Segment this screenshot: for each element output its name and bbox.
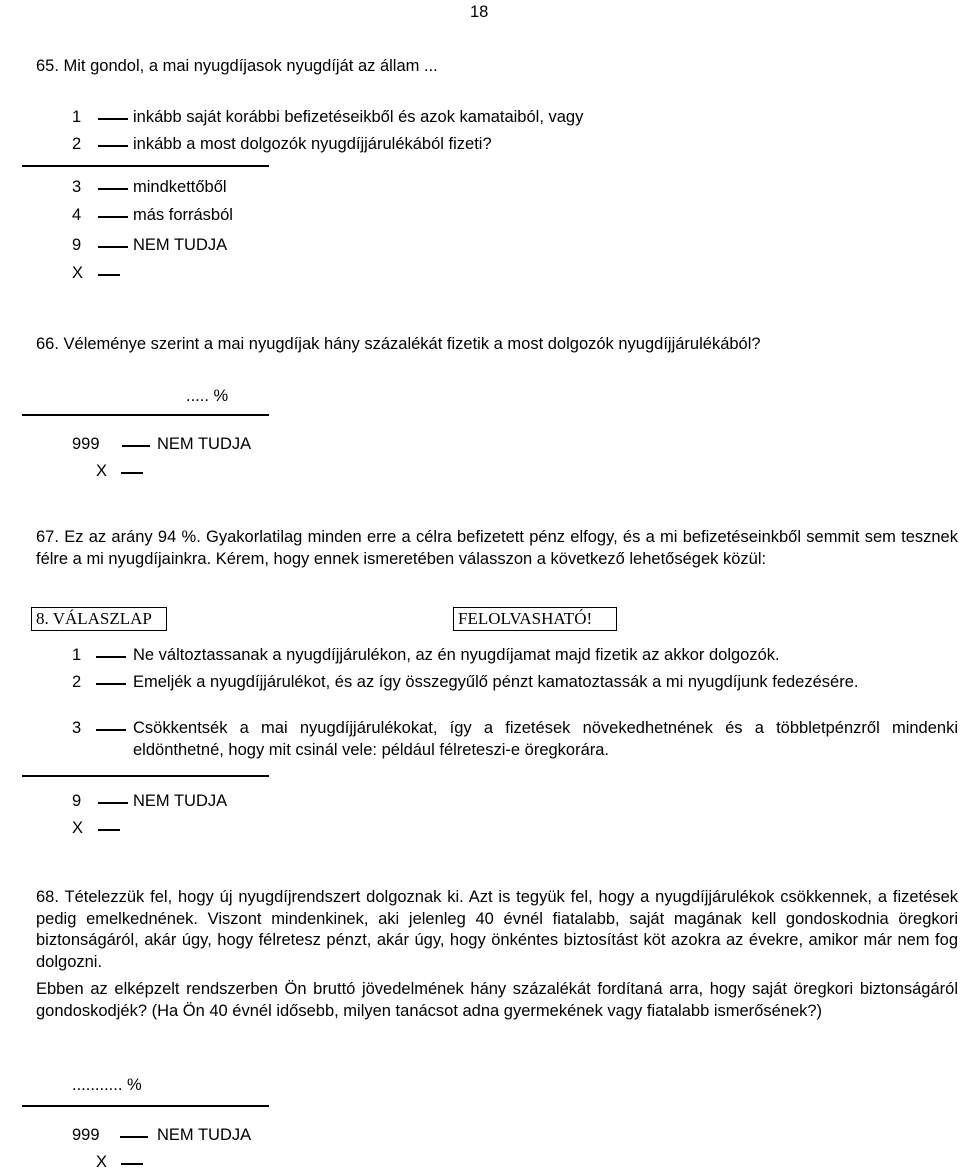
q65-option-9-code: 9 (72, 236, 82, 254)
separator-line (22, 1105, 269, 1107)
page-number: 18 (470, 3, 489, 21)
q66-option-x-code: X (96, 462, 108, 480)
q68-option-999-text: NEM TUDJA (157, 1126, 252, 1144)
separator-line (22, 165, 269, 167)
q67-option-2-text: Emeljék a nyugdíjjárulékot, és az így összegyűlő pénzt kamatoztassák a mi nyugdíjunk fedezésére. (133, 673, 859, 691)
q65-option-2-text: inkább a most dolgozók nyugdíjjárulékából fizeti? (133, 135, 492, 153)
q65-option-4-text: más forrásból (133, 206, 233, 224)
q67-option-3-text: Csökkentsék a mai nyugdíjjárulékokat, így a fizetések növekedhetnének és a többletpénzről mindenki eldönthetné, hogy mit csinál vele: például félreteszi-e öregkorára. (133, 719, 958, 759)
q66-option-999-code: 999 (72, 435, 100, 453)
q65-option-2-code: 2 (72, 135, 82, 153)
dash (98, 802, 128, 804)
question-66: 66. Véleménye szerint a mai nyugdíjak hány százalékát fizetik a most dolgozók nyugdíjjárulékából? (36, 335, 761, 353)
question-68-paragraph-1: 68. Tételezzük fel, hogy új nyugdíjrendszert dolgoznak ki. Azt is tegyük fel, hogy a nyugdíjjárulékok csökkennek, a fizetések pedig emelkednének. Viszont mindenkinek, aki jelenleg 40 évnél fiatalabb, saját magának kell gondoskodnia öregkori biztonságáról, akár úgy, hogy félretesz pénzt, akár úgy, hogy önkéntes biztosítást köt azokra az évekre, amikor már nem fog dolgozni. (36, 888, 958, 972)
q66-answer-blank: ..... % (186, 387, 229, 405)
dash (121, 472, 143, 474)
answer-card-label: 8. VÁLASZLAP (31, 607, 167, 631)
q67-option-9-code: 9 (72, 792, 82, 810)
q65-option-x-code: X (72, 264, 84, 282)
q67-option-9-text: NEM TUDJA (133, 792, 228, 810)
dash (98, 829, 120, 831)
dash (121, 1163, 143, 1165)
dash (120, 1136, 148, 1138)
q68-option-999-code: 999 (72, 1126, 100, 1144)
q65-option-1-code: 1 (72, 108, 82, 126)
dash (98, 145, 128, 147)
q67-option-1-text: Ne változtassanak a nyugdíjjárulékon, az én nyugdíjamat majd fizetik az akkor dolgozók. (133, 646, 780, 664)
question-67-intro: 67. Ez az arány 94 %. Gyakorlatilag minden erre a célra befizetett pénz elfogy, és a mi befizetéseinkből semmit sem tesznek félre a mi nyugdíjainkra. Kérem, hogy ennek ismeretében válasszon a következő lehetőségek közül: (36, 528, 958, 568)
read-aloud-label: FELOLVASHATÓ! (453, 607, 617, 631)
q65-option-3-text: mindkettőből (133, 178, 227, 196)
dash (96, 729, 126, 731)
q66-option-999-text: NEM TUDJA (157, 435, 252, 453)
q67-option-3-code: 3 (72, 719, 82, 737)
separator-line (22, 414, 269, 416)
question-65: 65. Mit gondol, a mai nyugdíjasok nyugdíját az állam ... (36, 57, 438, 75)
q67-option-2-code: 2 (72, 673, 82, 691)
q65-option-9-text: NEM TUDJA (133, 236, 228, 254)
q68-answer-blank: ........... % (72, 1076, 142, 1094)
dash (122, 445, 150, 447)
dash (96, 656, 126, 658)
q65-option-1-text: inkább saját korábbi befizetéseikből és azok kamataiból, vagy (133, 108, 584, 126)
dash (98, 188, 128, 190)
dash (98, 246, 128, 248)
q65-option-3-code: 3 (72, 178, 82, 196)
q67-option-x-code: X (72, 819, 84, 837)
dash (98, 118, 128, 120)
q68-option-x-code: X (96, 1153, 108, 1171)
question-68-paragraph-2: Ebben az elképzelt rendszerben Ön bruttó jövedelmének hány százalékát fordítaná arra, hogy saját öregkori biztonságáról gondoskodjék? (Ha Ön 40 évnél idősebb, milyen tanácsot adna gyermekének vagy fiatalabb ismerősének?) (36, 980, 958, 1020)
separator-line (22, 775, 269, 777)
q67-option-1-code: 1 (72, 646, 82, 664)
dash (98, 216, 128, 218)
dash (98, 274, 120, 276)
dash (96, 683, 126, 685)
q65-option-4-code: 4 (72, 206, 82, 224)
